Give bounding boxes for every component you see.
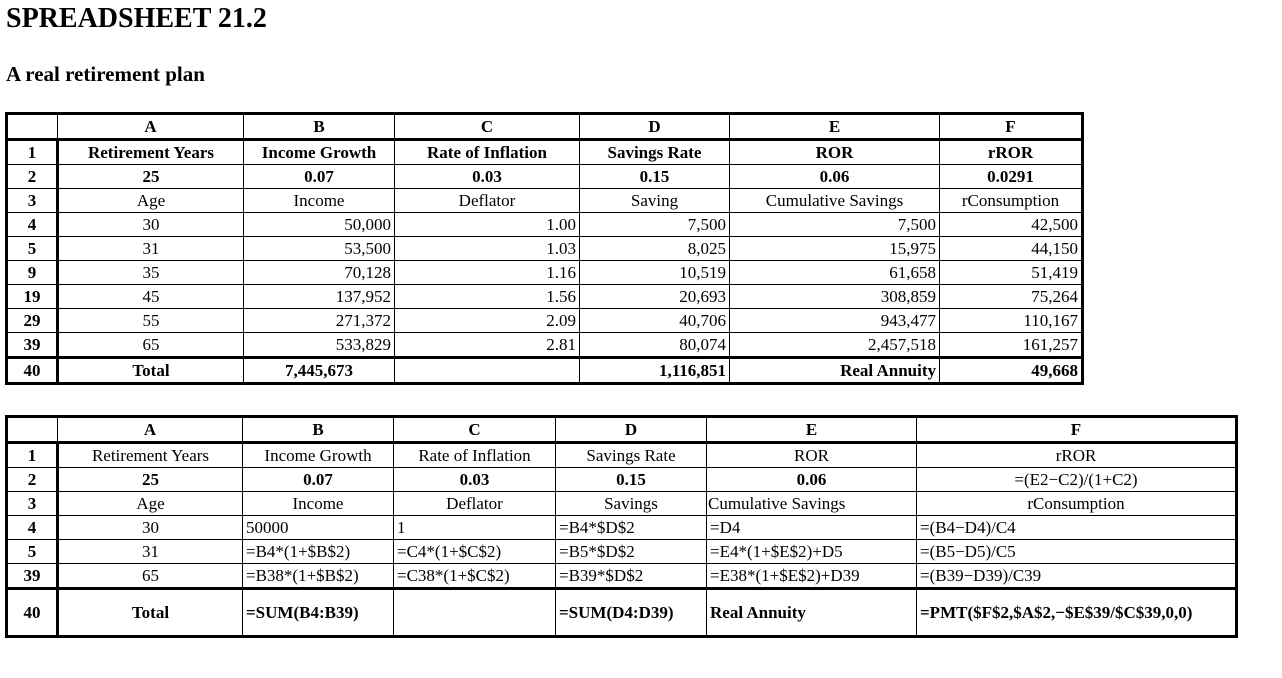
cell[interactable]: 49,668 (940, 358, 1083, 384)
row-number[interactable]: 9 (7, 261, 58, 285)
cell[interactable]: =C38*(1+$C$2) (394, 564, 556, 589)
cell[interactable]: Retirement Years (58, 443, 243, 468)
row-number[interactable]: 3 (7, 189, 58, 213)
cell[interactable]: rConsumption (940, 189, 1083, 213)
cell[interactable]: 1 (394, 516, 556, 540)
cell[interactable]: 31 (58, 237, 244, 261)
cell[interactable]: Income Growth (243, 443, 394, 468)
cell[interactable]: Rate of Inflation (395, 140, 580, 165)
table-row (7, 189, 1083, 213)
column-header-c[interactable]: C (394, 417, 556, 443)
cell[interactable]: Total (58, 358, 244, 384)
cell[interactable]: =(B39−D39)/C39 (917, 564, 1237, 589)
cell[interactable]: 15,975 (730, 237, 940, 261)
cell[interactable]: 65 (58, 333, 244, 358)
cell[interactable]: 1,116,851 (580, 358, 730, 384)
cell[interactable]: =(E2−C2)/(1+C2) (917, 468, 1237, 492)
table-row (7, 333, 1083, 358)
cell[interactable]: 7,500 (730, 213, 940, 237)
cell[interactable]: Cumulative Savings (707, 492, 917, 516)
column-header-f[interactable]: F (940, 114, 1083, 140)
cell[interactable]: Savings (556, 492, 707, 516)
cell[interactable]: 51,419 (940, 261, 1083, 285)
column-header-a[interactable]: A (58, 417, 243, 443)
corner-cell (7, 417, 58, 443)
table-row (7, 213, 1083, 237)
page-subtitle: A real retirement plan (6, 62, 205, 86)
corner-cell (7, 114, 58, 140)
column-header-a[interactable]: A (58, 114, 244, 140)
cell[interactable]: 40,706 (580, 309, 730, 333)
cell[interactable]: 271,372 (244, 309, 395, 333)
cell[interactable]: Real Annuity (707, 589, 917, 637)
column-header-e[interactable]: E (730, 114, 940, 140)
cell[interactable]: 0.03 (395, 165, 580, 189)
cell[interactable]: Cumulative Savings (730, 189, 940, 213)
cell[interactable]: Income Growth (244, 140, 395, 165)
table-row (7, 468, 1237, 492)
column-header-d[interactable]: D (580, 114, 730, 140)
cell[interactable]: =SUM(D4:D39) (556, 589, 707, 637)
cell[interactable]: 1.00 (395, 213, 580, 237)
cell[interactable]: 0.06 (707, 468, 917, 492)
cell[interactable]: 2,457,518 (730, 333, 940, 358)
row-number[interactable]: 2 (7, 165, 58, 189)
cell[interactable]: ROR (707, 443, 917, 468)
total-row (7, 589, 1237, 637)
row-number[interactable]: 3 (7, 492, 58, 516)
cell[interactable]: Deflator (395, 189, 580, 213)
cell[interactable]: 308,859 (730, 285, 940, 309)
cell[interactable]: 1.56 (395, 285, 580, 309)
column-header-b[interactable]: B (244, 114, 395, 140)
cell[interactable]: 42,500 (940, 213, 1083, 237)
row-number[interactable]: 4 (7, 516, 58, 540)
cell[interactable]: 65 (58, 564, 243, 589)
cell[interactable]: 0.0291 (940, 165, 1083, 189)
cell[interactable]: 44,150 (940, 237, 1083, 261)
cell[interactable]: Saving (580, 189, 730, 213)
row-number[interactable]: 19 (7, 285, 58, 309)
cell[interactable]: Age (58, 492, 243, 516)
cell[interactable]: 0.06 (730, 165, 940, 189)
table-row (7, 237, 1083, 261)
cell[interactable]: Deflator (394, 492, 556, 516)
cell[interactable]: rROR (917, 443, 1237, 468)
column-header-row (7, 417, 1237, 443)
cell[interactable]: =(B4−D4)/C4 (917, 516, 1237, 540)
values-table (5, 112, 1084, 385)
row-number[interactable]: 29 (7, 309, 58, 333)
cell[interactable]: 0.07 (243, 468, 394, 492)
row-number[interactable]: 5 (7, 237, 58, 261)
column-header-b[interactable]: B (243, 417, 394, 443)
cell[interactable]: =PMT($F$2,$A$2,−$E$39/$C$39,0,0) (917, 589, 1237, 637)
cell[interactable]: 50,000 (244, 213, 395, 237)
cell[interactable]: =B38*(1+$B$2) (243, 564, 394, 589)
cell[interactable]: 1.16 (395, 261, 580, 285)
cell[interactable]: rConsumption (917, 492, 1237, 516)
cell[interactable]: 50000 (243, 516, 394, 540)
cell[interactable]: 0.15 (580, 165, 730, 189)
cell[interactable]: Age (58, 189, 244, 213)
cell[interactable]: =B4*$D$2 (556, 516, 707, 540)
cell[interactable]: =SUM(B4:B39) (243, 589, 394, 637)
cell[interactable]: 30 (58, 213, 244, 237)
cell[interactable]: =B5*$D$2 (556, 540, 707, 564)
table-row (7, 443, 1237, 468)
cell[interactable]: 70,128 (244, 261, 395, 285)
row-number[interactable]: 4 (7, 213, 58, 237)
cell[interactable]: 20,693 (580, 285, 730, 309)
cell[interactable]: 7,445,673 (244, 358, 395, 384)
table-row (7, 309, 1083, 333)
cell[interactable]: 7,500 (580, 213, 730, 237)
cell[interactable]: =D4 (707, 516, 917, 540)
table-row (7, 285, 1083, 309)
cell[interactable]: 161,257 (940, 333, 1083, 358)
cell[interactable]: =B39*$D$2 (556, 564, 707, 589)
cell[interactable]: =(B5−D5)/C5 (917, 540, 1237, 564)
cell[interactable] (394, 589, 556, 637)
cell[interactable]: 80,074 (580, 333, 730, 358)
table-row (7, 516, 1237, 540)
cell[interactable]: Retirement Years (58, 140, 244, 165)
cell[interactable]: 0.07 (244, 165, 395, 189)
cell[interactable]: 110,167 (940, 309, 1083, 333)
cell[interactable]: 35 (58, 261, 244, 285)
cell[interactable]: 30 (58, 516, 243, 540)
cell[interactable]: Savings Rate (556, 443, 707, 468)
cell[interactable]: 31 (58, 540, 243, 564)
cell[interactable]: =B4*(1+$B$2) (243, 540, 394, 564)
row-number[interactable]: 1 (7, 443, 58, 468)
cell[interactable]: rROR (940, 140, 1083, 165)
cell[interactable]: 61,658 (730, 261, 940, 285)
total-row (7, 358, 1083, 384)
cell[interactable]: Real Annuity (730, 358, 940, 384)
cell[interactable]: 10,519 (580, 261, 730, 285)
cell[interactable]: 8,025 (580, 237, 730, 261)
table-row (7, 261, 1083, 285)
cell[interactable]: 2.81 (395, 333, 580, 358)
cell[interactable]: 137,952 (244, 285, 395, 309)
cell[interactable]: 25 (58, 165, 244, 189)
cell[interactable]: 2.09 (395, 309, 580, 333)
column-header-row (7, 114, 1083, 140)
row-number[interactable]: 5 (7, 540, 58, 564)
row-number[interactable]: 39 (7, 564, 58, 589)
cell[interactable] (395, 358, 580, 384)
cell[interactable]: Total (58, 589, 243, 637)
cell[interactable]: 533,829 (244, 333, 395, 358)
table-row (7, 492, 1237, 516)
cell[interactable]: 55 (58, 309, 244, 333)
cell[interactable]: ROR (730, 140, 940, 165)
row-number[interactable]: 39 (7, 333, 58, 358)
table-row (7, 140, 1083, 165)
row-number[interactable]: 1 (7, 140, 58, 165)
cell[interactable]: Rate of Inflation (394, 443, 556, 468)
table-row (7, 165, 1083, 189)
row-number[interactable]: 2 (7, 468, 58, 492)
column-header-c[interactable]: C (395, 114, 580, 140)
formulas-table (5, 415, 1238, 638)
cell[interactable]: =E38*(1+$E$2)+D39 (707, 564, 917, 589)
column-header-e[interactable]: E (707, 417, 917, 443)
cell[interactable]: Income (243, 492, 394, 516)
cell[interactable]: Savings Rate (580, 140, 730, 165)
cell[interactable]: 25 (58, 468, 243, 492)
cell[interactable]: Income (244, 189, 395, 213)
column-header-f[interactable]: F (917, 417, 1237, 443)
cell[interactable]: 45 (58, 285, 244, 309)
cell[interactable]: 1.03 (395, 237, 580, 261)
column-header-d[interactable]: D (556, 417, 707, 443)
table-row (7, 540, 1237, 564)
table-row (7, 564, 1237, 589)
cell[interactable]: =C4*(1+$C$2) (394, 540, 556, 564)
row-number[interactable]: 40 (7, 589, 58, 637)
cell[interactable]: 75,264 (940, 285, 1083, 309)
row-number[interactable]: 40 (7, 358, 58, 384)
page-title: SPREADSHEET 21.2 (6, 3, 267, 34)
cell[interactable]: 943,477 (730, 309, 940, 333)
cell[interactable]: 0.15 (556, 468, 707, 492)
cell[interactable]: =E4*(1+$E$2)+D5 (707, 540, 917, 564)
cell[interactable]: 0.03 (394, 468, 556, 492)
cell[interactable]: 53,500 (244, 237, 395, 261)
